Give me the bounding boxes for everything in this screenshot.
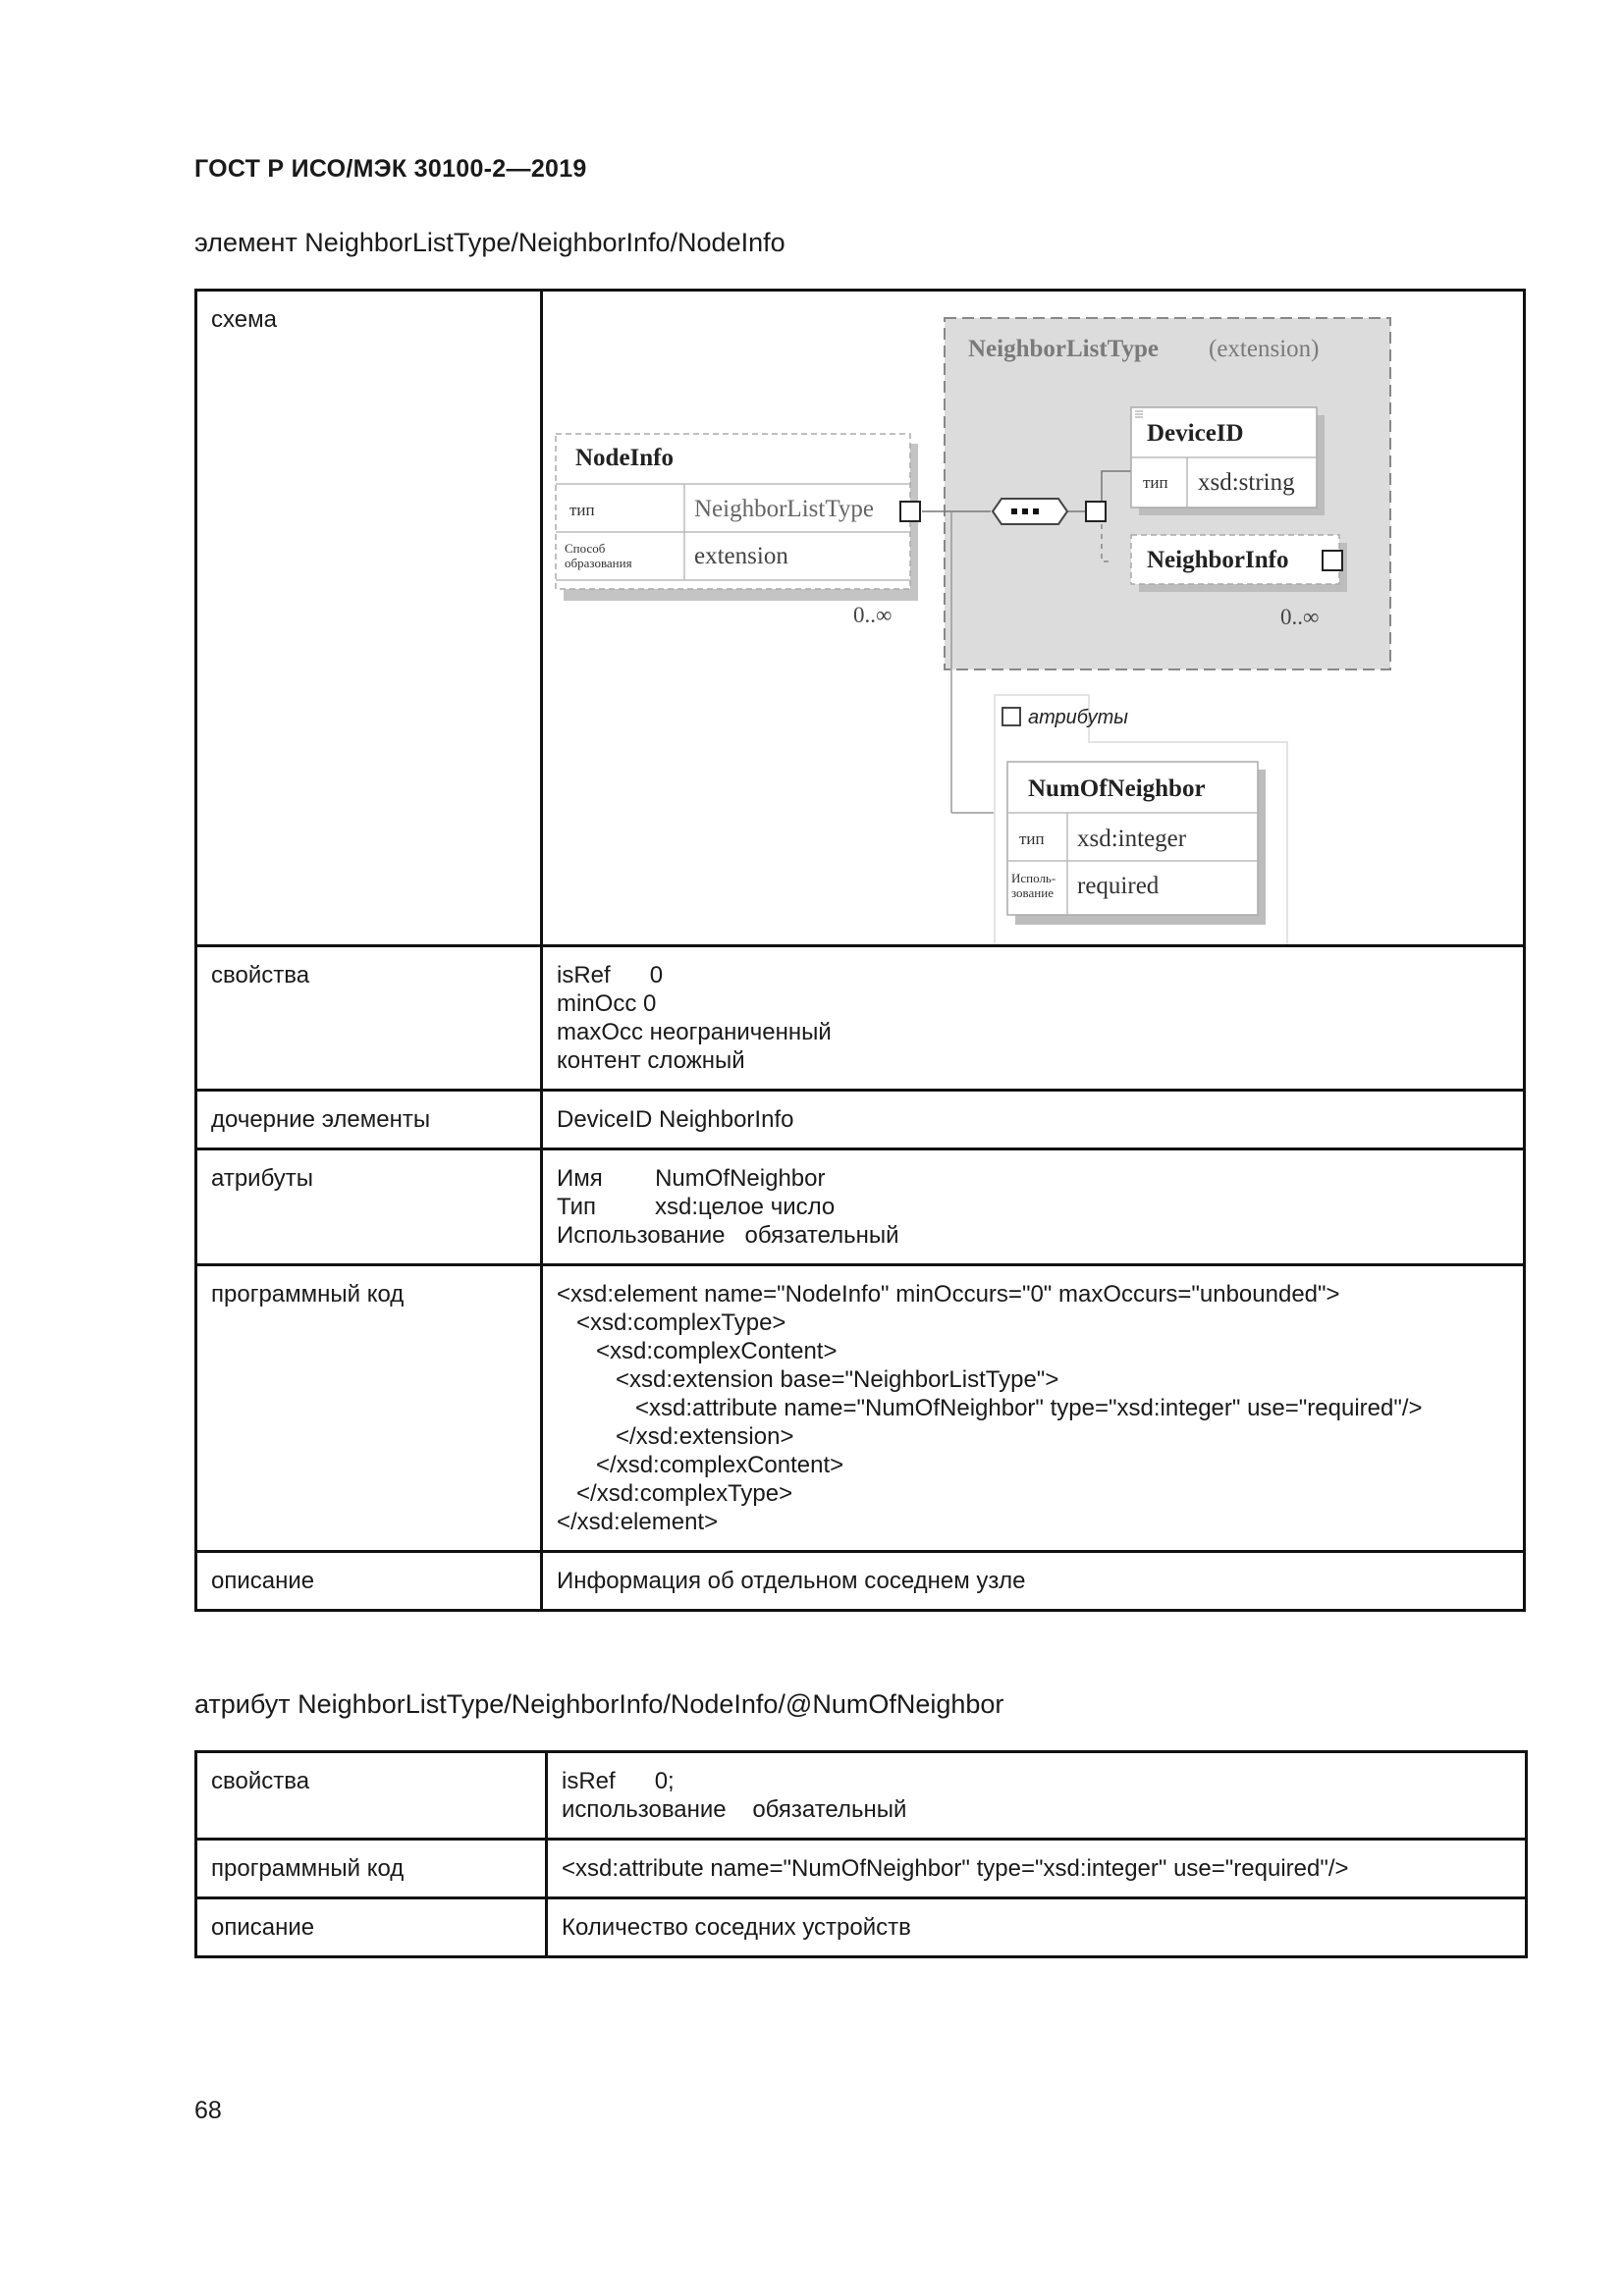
properties-value	[542, 946, 1525, 1091]
element-section-title: элемент NeighborListType/NeighborInfo/NodeInfo	[194, 228, 785, 257]
code-line: </xsd:complexContent>	[557, 1452, 844, 1478]
element-table	[194, 289, 1526, 1612]
code-line: <xsd:complexContent>	[557, 1338, 838, 1364]
attributes-label: атрибуты	[196, 1149, 542, 1265]
derivation-label-2: образования	[565, 556, 632, 570]
schema-diagram	[543, 292, 1515, 944]
document-header: ГОСТ Р ИСО/МЭК 30100-2—2019	[194, 155, 587, 183]
attr-title: NumOfNeighbor	[1028, 775, 1206, 802]
schema-label: схема	[196, 291, 542, 946]
attribute-table	[194, 1750, 1528, 1958]
extension-title: NeighborListType	[968, 336, 1159, 362]
description-label: описание	[196, 1552, 542, 1611]
attr-code-value: <xsd:attribute name="NumOfNeighbor" type="xsd:integer" use="required"/>	[547, 1840, 1527, 1898]
code-line: </xsd:extension>	[557, 1423, 794, 1450]
attributes-value	[542, 1149, 1525, 1265]
use-label-1: Исполь-	[1011, 871, 1056, 885]
attr-properties-row	[196, 1752, 1527, 1840]
attributes-tab-label: атрибуты	[1028, 707, 1128, 728]
attr-type-label: тип	[1019, 829, 1045, 848]
nodeinfo-expand-icon[interactable]	[900, 502, 920, 521]
schema-row	[196, 291, 1525, 946]
attribute-section-title: атрибут NeighborListType/NeighborInfo/NodeInfo/@NumOfNeighbor	[194, 1689, 1004, 1719]
neighborinfo-title: NeighborInfo	[1147, 547, 1289, 573]
attr-property-line: использование обязательный	[562, 1796, 907, 1823]
code-row	[196, 1265, 1525, 1552]
neighborinfo-expand-icon[interactable]	[1323, 551, 1342, 570]
code-line: </xsd:element>	[557, 1509, 719, 1535]
property-line: minOcc 0	[557, 990, 657, 1017]
attribute-line: Тип xsd:целое число	[557, 1194, 836, 1220]
nodeinfo-title: NodeInfo	[575, 445, 675, 471]
deviceid-title: DeviceID	[1147, 420, 1244, 447]
properties-row	[196, 946, 1525, 1091]
attr-property-line: isRef 0;	[562, 1768, 675, 1794]
attr-code-row	[196, 1840, 1527, 1898]
schema-diagram-cell	[542, 291, 1525, 946]
attr-properties-label: свойства	[196, 1752, 547, 1840]
use-label-2: зование	[1011, 885, 1054, 900]
description-value: Информация об отдельном соседнем узле	[542, 1552, 1525, 1611]
code-line: </xsd:complexType>	[557, 1480, 793, 1507]
derivation-value: extension	[694, 543, 788, 569]
attr-code-label: программный код	[196, 1840, 547, 1898]
deviceid-type-value: xsd:string	[1198, 469, 1295, 496]
attribute-line: Использование обязательный	[557, 1222, 899, 1249]
property-line: isRef 0	[557, 962, 664, 988]
code-line: <xsd:complexType>	[557, 1309, 786, 1336]
properties-label: свойства	[196, 946, 542, 1091]
children-label: дочерние элементы	[196, 1091, 542, 1149]
sequence-expand-icon[interactable]	[1086, 502, 1106, 521]
nodeinfo-type-label: тип	[569, 501, 595, 519]
attr-properties-value	[547, 1752, 1527, 1840]
children-value: DeviceID NeighborInfo	[542, 1091, 1525, 1149]
attribute-line: Имя NumOfNeighbor	[557, 1165, 826, 1192]
property-line: контент сложный	[557, 1047, 745, 1074]
attr-use-value: required	[1077, 873, 1160, 899]
children-row	[196, 1091, 1525, 1149]
code-line: <xsd:attribute name="NumOfNeighbor" type="xsd:integer" use="required"/>	[557, 1395, 1423, 1421]
extension-suffix: (extension)	[1209, 336, 1320, 362]
neighborinfo-occurrence: 0..∞	[1280, 605, 1320, 629]
code-line: <xsd:extension base="NeighborListType">	[557, 1366, 1059, 1393]
nodeinfo-type-value: NeighborListType	[694, 496, 874, 522]
code-line: <xsd:element name="NodeInfo" minOccurs="0" maxOccurs="unbounded">	[557, 1281, 1340, 1308]
attributes-row	[196, 1149, 1525, 1265]
derivation-label-1: Способ	[565, 541, 606, 556]
page-number: 68	[194, 2097, 222, 2124]
property-line: maxOcc неограниченный	[557, 1019, 832, 1045]
deviceid-type-label: тип	[1143, 473, 1168, 492]
attr-type-value: xsd:integer	[1077, 826, 1187, 852]
code-label: программный код	[196, 1265, 542, 1552]
sequence-compositor-icon[interactable]	[993, 499, 1067, 524]
attr-description-row	[196, 1898, 1527, 1957]
attr-description-value: Количество соседних устройств	[547, 1898, 1527, 1957]
description-row	[196, 1552, 1525, 1611]
nodeinfo-occurrence: 0..∞	[853, 603, 893, 627]
attributes-collapse-icon[interactable]	[1002, 708, 1020, 725]
attr-description-label: описание	[196, 1898, 547, 1957]
code-value	[542, 1265, 1525, 1552]
